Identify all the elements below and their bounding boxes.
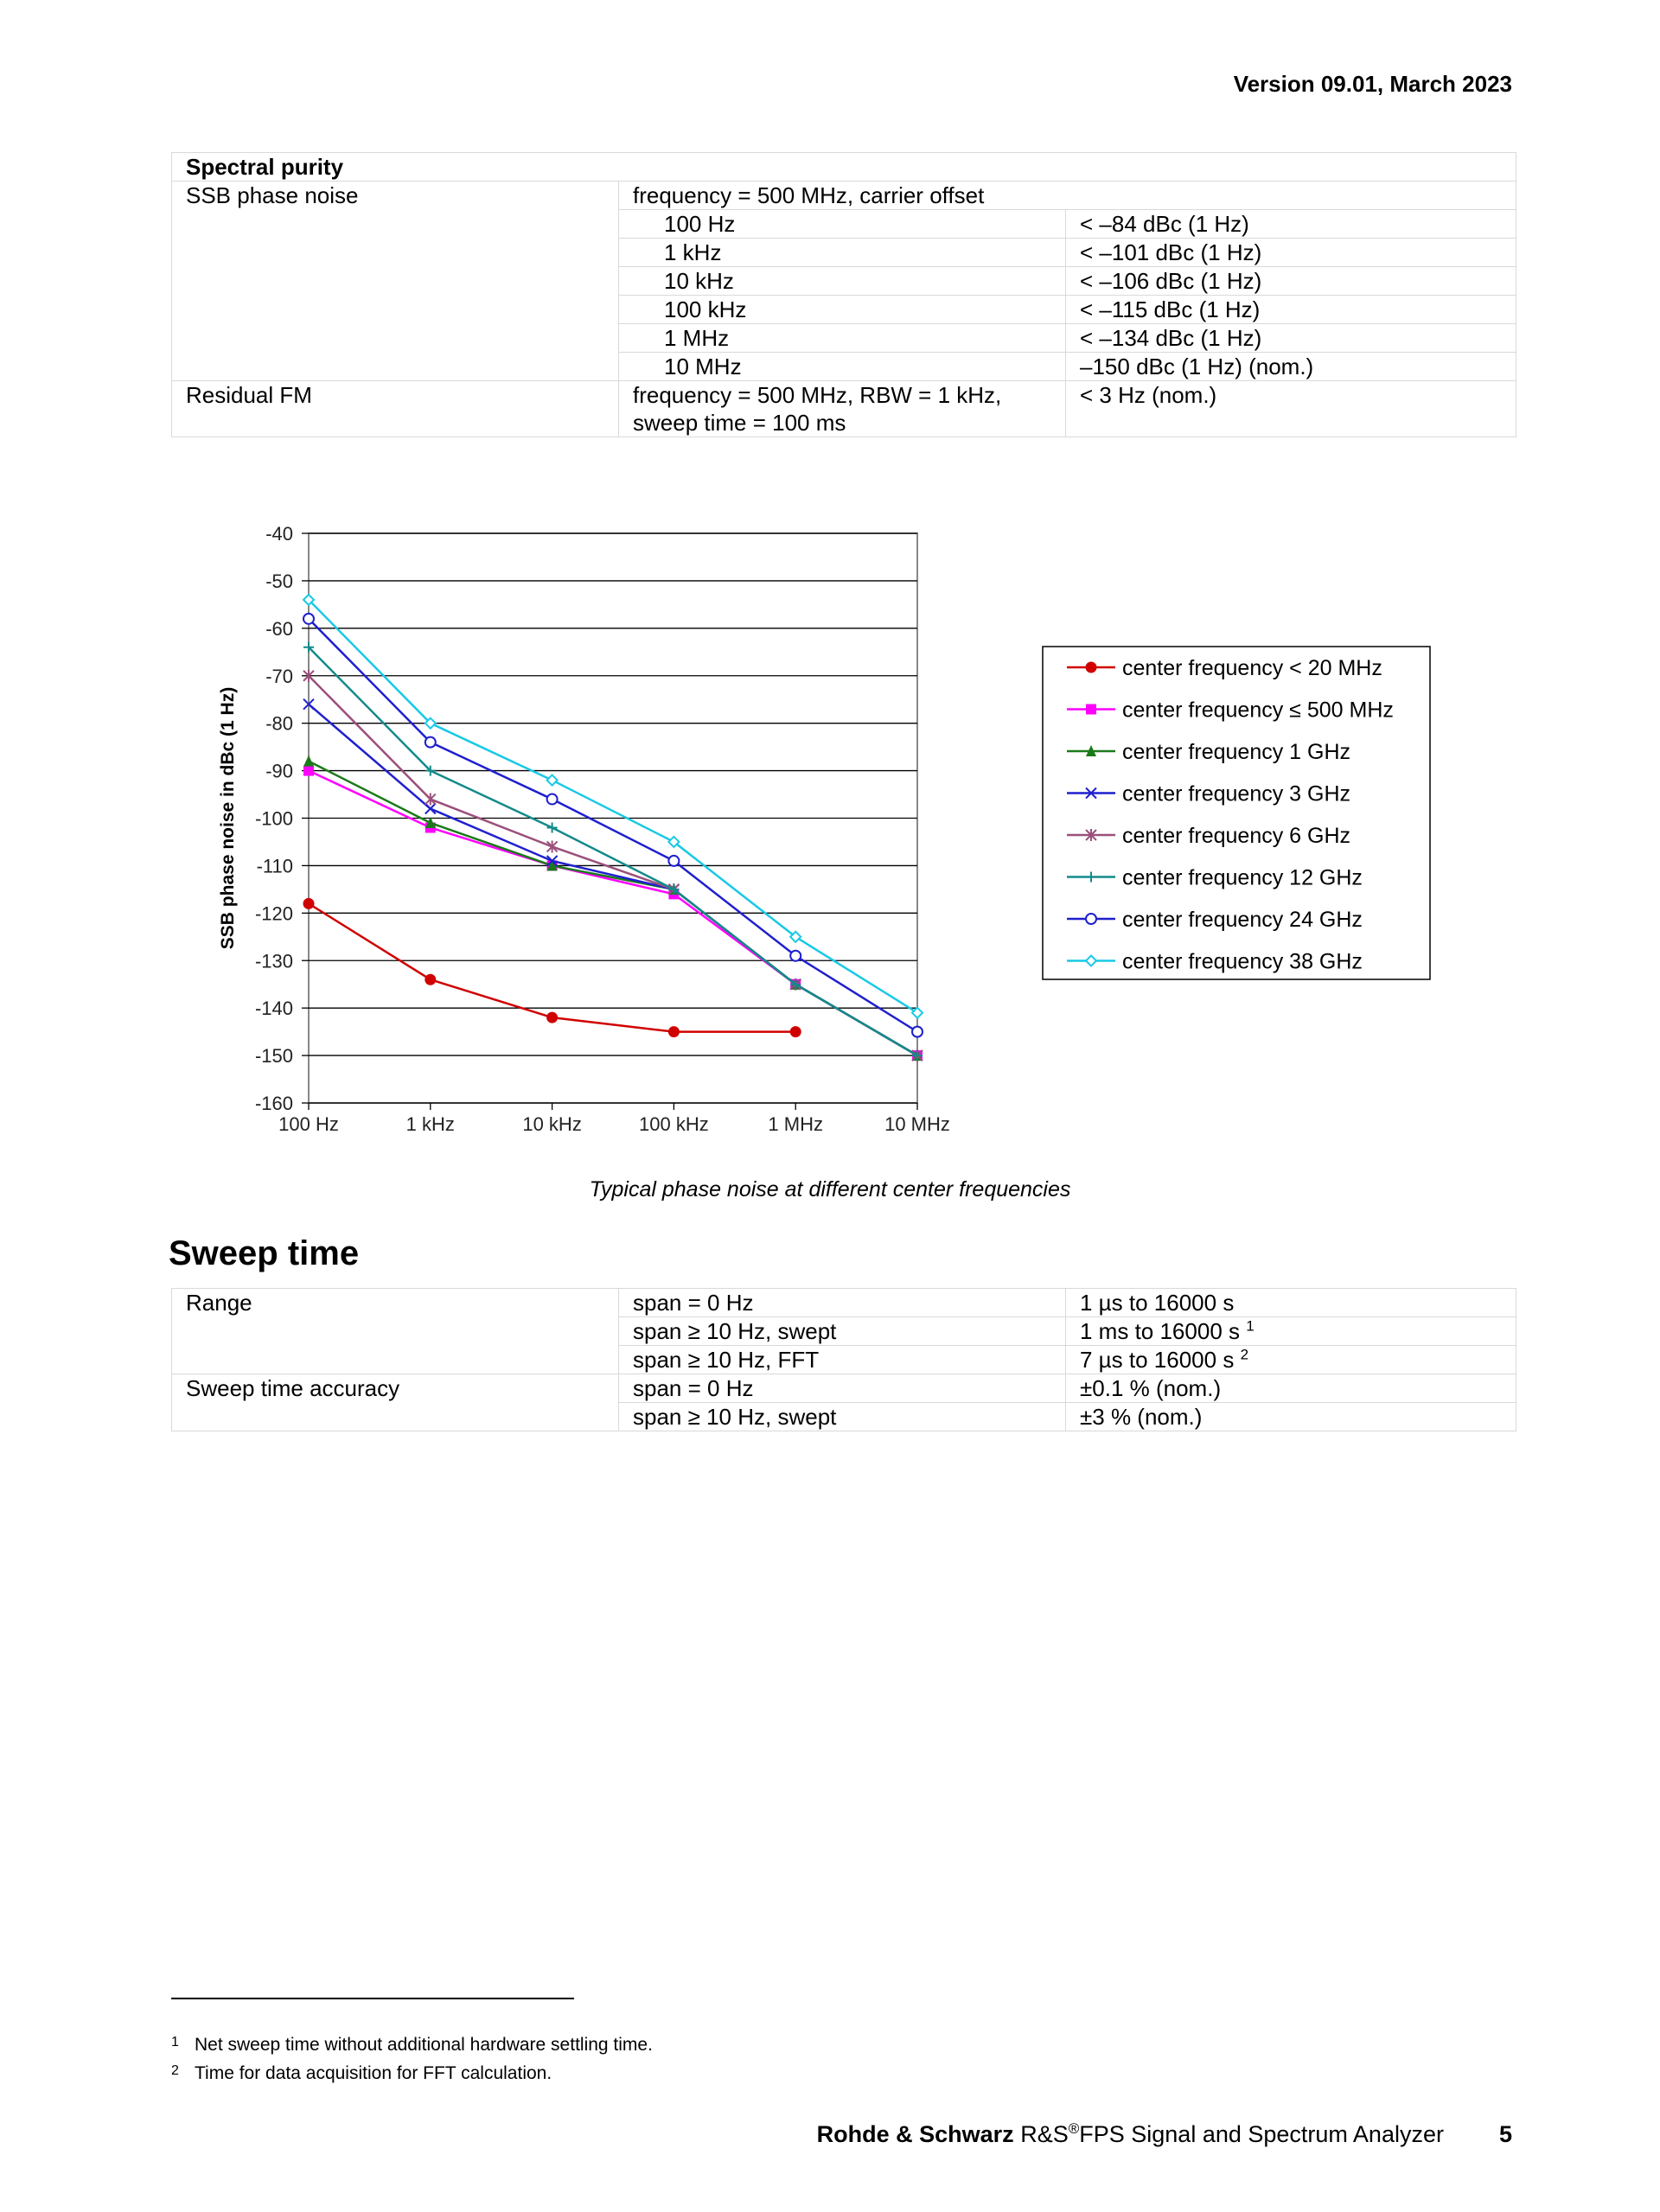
value-cell	[1066, 1317, 1516, 1346]
condition-line: frequency = 500 MHz, RBW = 1 kHz,	[633, 382, 1002, 408]
offset-cell: 1 MHz	[619, 324, 1066, 353]
legend-label: center frequency 12 GHz	[1122, 865, 1363, 890]
condition-cell: span ≥ 10 Hz, swept	[619, 1403, 1066, 1431]
y-tick-label: -150	[254, 1045, 293, 1068]
data-point	[303, 755, 314, 767]
offset-cell: 10 kHz	[619, 267, 1066, 296]
value-cell: < –101 dBc (1 Hz)	[1066, 239, 1516, 267]
value-cell: –150 dBc (1 Hz) (nom.)	[1066, 353, 1516, 381]
footnote-text: Time for data acquisition for FFT calculation.	[195, 2063, 552, 2083]
page-number: 5	[1498, 2121, 1512, 2147]
chart-caption: Typical phase noise at different center frequencies	[589, 1177, 1071, 1202]
footer-brand: Rohde & Schwarz	[816, 2121, 1014, 2147]
legend-label: center frequency 24 GHz	[1122, 908, 1363, 932]
footnote-text: Net sweep time without additional hardware settling time.	[195, 2035, 653, 2055]
footer-product: FPS Signal and Spectrum Analyzer	[1079, 2121, 1444, 2147]
value-cell: ±0.1 % (nom.)	[1066, 1374, 1516, 1403]
series-6	[303, 642, 923, 1061]
value-cell: < –115 dBc (1 Hz)	[1066, 296, 1516, 324]
data-point	[547, 840, 558, 852]
y-tick-label: -100	[254, 807, 293, 830]
legend-label: center frequency < 20 MHz	[1122, 656, 1382, 680]
value-text: 7 µs to 16000 s	[1080, 1347, 1235, 1373]
y-tick-label: -60	[265, 617, 293, 640]
y-tick-label: -160	[254, 1093, 293, 1114]
page-footer	[817, 2121, 1512, 2148]
offset-cell: 100 Hz	[619, 210, 1066, 239]
data-point	[668, 856, 679, 866]
legend-label: center frequency 6 GHz	[1122, 824, 1351, 848]
table-row	[172, 1289, 1516, 1317]
data-point	[303, 898, 314, 908]
value-cell: < –106 dBc (1 Hz)	[1066, 267, 1516, 296]
series-line	[309, 762, 917, 1055]
value-cell: ±3 % (nom.)	[1066, 1403, 1516, 1431]
y-tick-label: -90	[265, 760, 293, 782]
param-label: Residual FM	[172, 381, 619, 437]
value-cell	[1066, 1346, 1516, 1374]
y-tick-label: -50	[265, 570, 293, 592]
offset-cell: 100 kHz	[619, 296, 1066, 324]
data-point	[912, 1027, 923, 1037]
footnote-divider	[171, 1998, 574, 1999]
sweep-time-table	[171, 1288, 1516, 1431]
y-tick-label: -140	[254, 998, 293, 1020]
param-condition: frequency = 500 MHz, carrier offset	[619, 182, 1516, 210]
table-row	[172, 1403, 1516, 1431]
section-title: Spectral purity	[172, 153, 1516, 182]
offset-cell: 1 kHz	[619, 239, 1066, 267]
x-tick-label: 100 Hz	[278, 1113, 339, 1135]
footnote	[171, 2063, 552, 2084]
table-row	[172, 1317, 1516, 1346]
data-point	[790, 951, 801, 961]
y-tick-label: -40	[265, 523, 293, 545]
header-version: Version 09.01, March 2023	[1233, 71, 1512, 97]
y-tick-label: -70	[265, 665, 293, 687]
condition-cell: span ≥ 10 Hz, swept	[619, 1317, 1066, 1346]
x-tick-label: 1 kHz	[405, 1113, 455, 1135]
data-point	[425, 737, 436, 748]
section-heading: Sweep time	[169, 1234, 360, 1272]
data-point	[303, 766, 314, 776]
y-tick-label: -120	[254, 902, 293, 925]
table-row	[172, 1374, 1516, 1403]
footnote-number: 2	[171, 2063, 179, 2078]
condition-line: sweep time = 100 ms	[633, 410, 846, 436]
chart-legend	[1043, 647, 1430, 979]
series-3	[303, 755, 923, 1061]
y-tick-label: -80	[265, 712, 293, 735]
condition-cell: span ≥ 10 Hz, FFT	[619, 1346, 1066, 1374]
y-tick-label: -130	[254, 950, 293, 972]
footnote-ref: 2	[1240, 1346, 1249, 1363]
footnote-ref: 1	[1246, 1317, 1255, 1335]
param-label: SSB phase noise	[172, 182, 619, 210]
data-point	[547, 1012, 558, 1023]
footnote	[171, 2035, 653, 2056]
y-axis-label: SSB phase noise in dBc (1 Hz)	[218, 686, 238, 950]
registered-mark: ®	[1068, 2120, 1080, 2137]
condition-cell: span = 0 Hz	[619, 1289, 1066, 1317]
footer-product-prefix: R&S	[1013, 2121, 1069, 2147]
data-point	[547, 775, 558, 786]
legend-label: center frequency 1 GHz	[1122, 740, 1351, 764]
value-text: 1 ms to 16000 s	[1080, 1318, 1240, 1344]
x-tick-label: 1 MHz	[768, 1113, 823, 1135]
data-point	[1086, 704, 1096, 715]
offset-cell: 10 MHz	[619, 353, 1066, 381]
data-point	[1086, 662, 1096, 673]
data-point	[547, 822, 558, 832]
footnote-number: 1	[171, 2035, 179, 2049]
legend-label: center frequency ≤ 500 MHz	[1122, 698, 1394, 723]
series-line	[309, 647, 917, 1055]
value-cell: 1 µs to 16000 s	[1066, 1289, 1516, 1317]
value-cell: < 3 Hz (nom.)	[1066, 381, 1516, 437]
param-label: Range	[172, 1289, 619, 1317]
x-tick-label: 100 kHz	[639, 1113, 709, 1135]
series-7	[303, 614, 923, 1037]
value-cell: < –84 dBc (1 Hz)	[1066, 210, 1516, 239]
series-line	[309, 619, 917, 1032]
legend-label: center frequency 3 GHz	[1122, 781, 1351, 806]
data-point	[547, 794, 558, 805]
data-point	[790, 1027, 801, 1037]
data-point	[425, 794, 436, 806]
data-point	[1086, 914, 1096, 924]
x-tick-label: 10 MHz	[884, 1113, 950, 1135]
condition-cell: span = 0 Hz	[619, 1374, 1066, 1403]
data-point	[912, 1008, 923, 1018]
param-label: Sweep time accuracy	[172, 1374, 619, 1403]
data-point	[303, 614, 314, 624]
table-row	[172, 1346, 1516, 1374]
y-tick-label: -110	[256, 855, 293, 877]
value-cell: < –134 dBc (1 Hz)	[1066, 324, 1516, 353]
data-point	[425, 974, 436, 985]
x-tick-label: 10 kHz	[522, 1113, 582, 1135]
legend-label: center frequency 38 GHz	[1122, 949, 1363, 974]
data-point	[668, 1027, 679, 1037]
series-1	[303, 898, 801, 1036]
